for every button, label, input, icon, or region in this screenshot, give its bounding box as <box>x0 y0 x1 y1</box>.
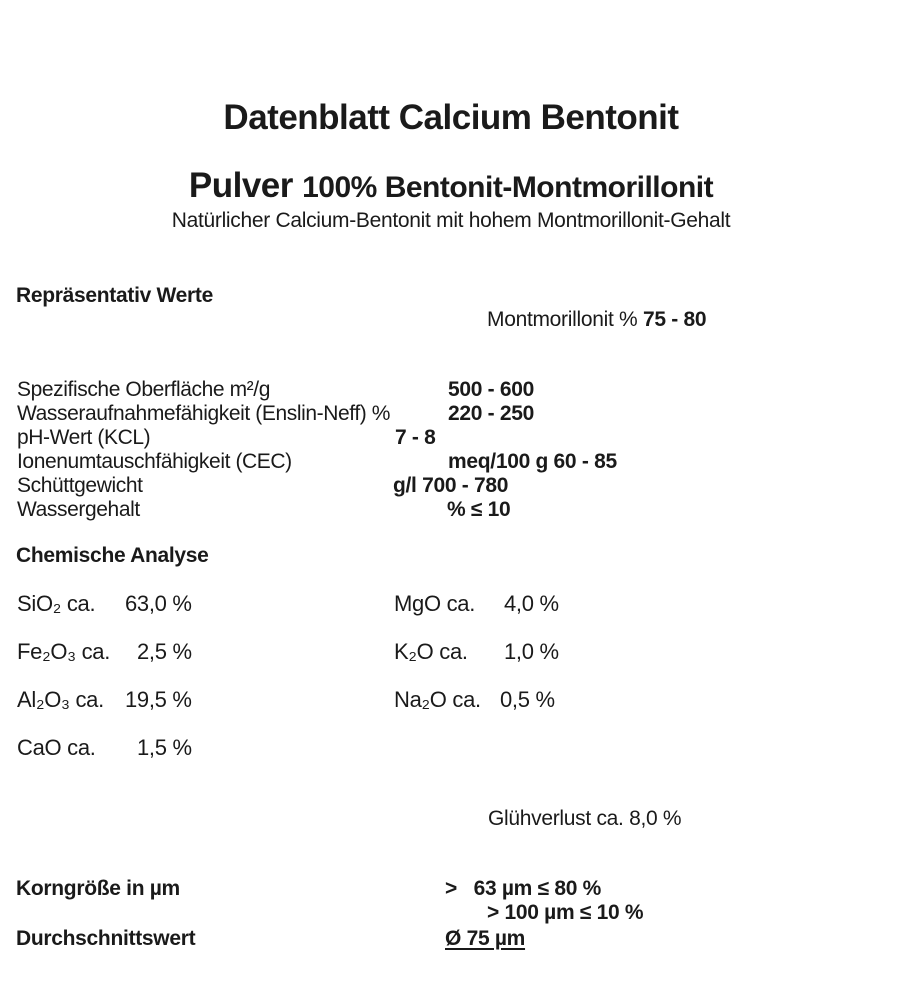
property-label: Ionenumtauschfähigkeit (CEC) <box>17 450 292 473</box>
property-value: meq/100 g 60 - 85 <box>448 450 617 473</box>
property-row <box>0 426 902 450</box>
property-value: 220 - 250 <box>448 402 535 425</box>
chem-compound: K₂O ca. <box>394 639 468 664</box>
chem-compound: Na₂O ca. <box>394 687 481 712</box>
chem-value: 4,0 % <box>504 591 559 616</box>
product-spec: 100% Bentonit-Montmorillonit <box>302 171 714 204</box>
property-value: g/l 700 - 780 <box>393 474 509 497</box>
chemical-analysis-heading: Chemische Analyse <box>16 544 209 567</box>
montmorillonit-label: Montmorillonit % <box>487 308 643 331</box>
montmorillonit-value: 75 - 80 <box>642 308 707 331</box>
property-value: 7 - 8 <box>395 426 436 449</box>
property-row <box>0 378 902 402</box>
property-row <box>0 450 902 474</box>
property-value: 500 - 600 <box>448 378 535 401</box>
chem-compound: Fe₂O₃ ca. <box>17 639 111 664</box>
page-title: Datenblatt Calcium Bentonit <box>223 98 679 137</box>
property-label: Wassergehalt <box>17 498 140 521</box>
property-label: Wasseraufnahmefähigkeit (Enslin-Neff) % <box>17 402 391 425</box>
property-label: Schüttgewicht <box>17 474 143 497</box>
chem-compound: MgO ca. <box>394 591 476 616</box>
property-label: pH-Wert (KCL) <box>17 426 151 449</box>
chem-value: 19,5 % <box>125 687 192 712</box>
chem-value: 63,0 % <box>125 591 192 616</box>
property-value: % ≤ 10 <box>447 498 511 521</box>
chem-value: 1,5 % <box>137 735 192 760</box>
particle-size-fraction-1: > 63 µm ≤ 80 % <box>445 877 601 900</box>
montmorillonit-row <box>487 308 706 332</box>
property-row <box>0 402 902 426</box>
particle-size-heading: Korngröße in µm <box>16 877 180 900</box>
product-description: Natürlicher Calcium-Bentonit mit hohem Montmorillonit-Gehalt <box>171 209 731 232</box>
property-label: Spezifische Oberfläche m²/g <box>17 378 270 401</box>
chem-value: 0,5 % <box>500 687 555 712</box>
chem-value: 2,5 % <box>137 639 192 664</box>
chem-compound: SiO₂ ca. <box>17 591 96 616</box>
chem-compound: Al₂O₃ ca. <box>17 687 104 712</box>
product-name: Pulver <box>188 166 303 205</box>
product-heading <box>0 166 902 206</box>
loss-on-ignition: Glühverlust ca. 8,0 % <box>488 807 682 830</box>
representative-values-heading: Repräsentativ Werte <box>16 284 213 307</box>
average-value-label: Durchschnittswert <box>16 927 196 950</box>
chem-value: 1,0 % <box>504 639 559 664</box>
average-value: Ø 75 µm <box>445 927 526 950</box>
property-row <box>0 498 902 522</box>
particle-size-fraction-2: > 100 µm ≤ 10 % <box>487 901 644 924</box>
property-row <box>0 474 902 498</box>
chem-compound: CaO ca. <box>17 735 96 760</box>
